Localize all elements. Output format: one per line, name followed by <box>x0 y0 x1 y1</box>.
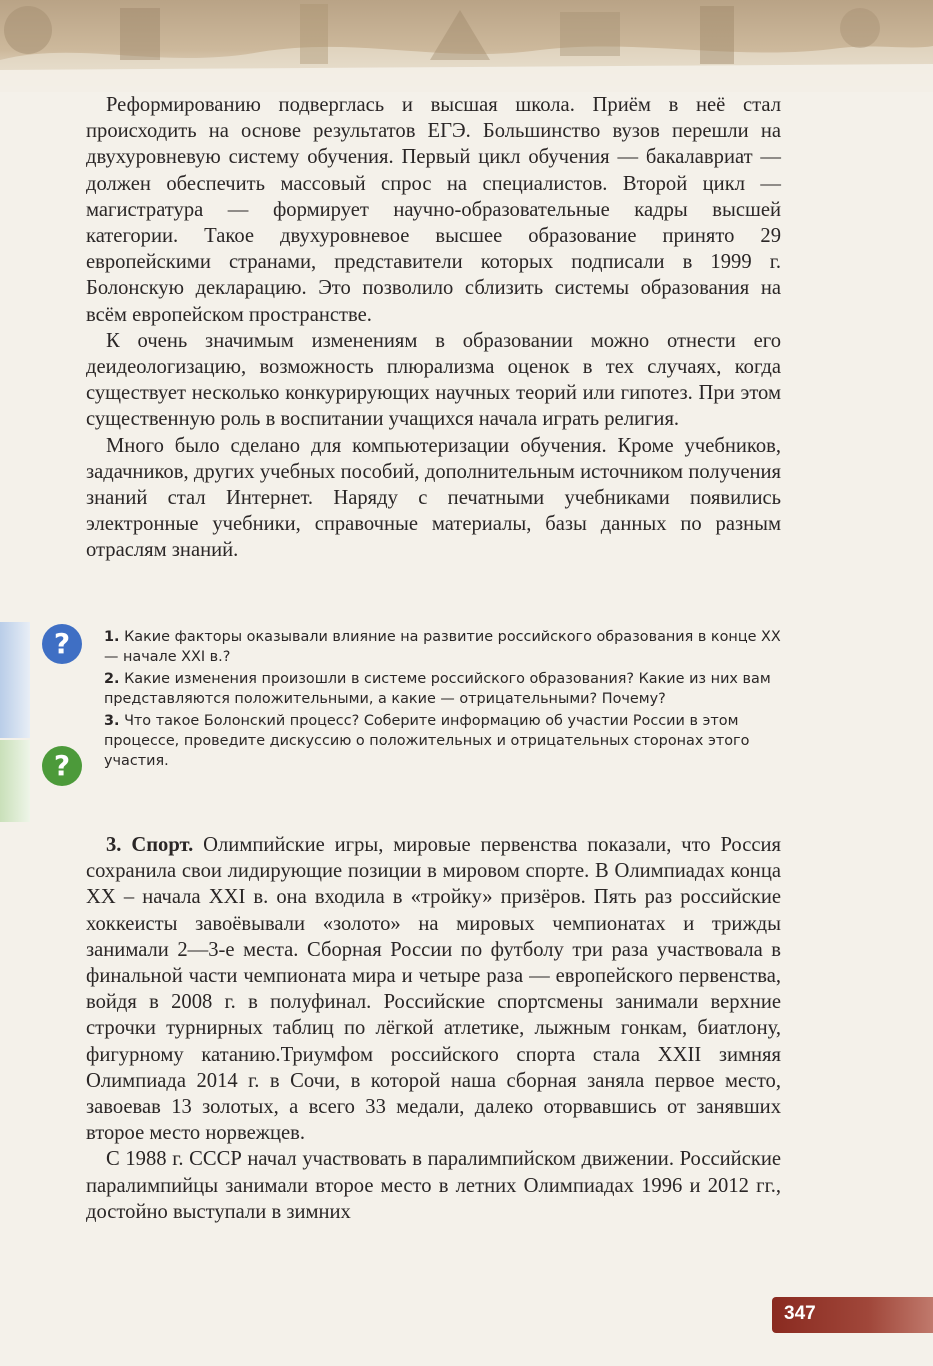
question-number: 1. <box>104 629 120 645</box>
blue-side-band <box>0 622 30 738</box>
question-item <box>104 669 784 710</box>
banner-illustration <box>0 0 933 92</box>
page-number: 347 <box>784 1303 816 1324</box>
decorative-header-banner <box>0 0 933 92</box>
question-item <box>104 627 784 668</box>
paragraph: С 1988 г. СССР начал участвовать в паралимпийском движении. Российские паралимпийцы занимали второе место в летних Олимпиадах 1996 и 2012 гг., достойно выступали в зимних <box>86 1148 781 1223</box>
paragraph <box>86 832 781 1146</box>
question-text: Какие изменения произошли в системе российского образования? Какие из них вам представляются положительными, а какие — отрицательными? Почему? <box>104 670 771 708</box>
question-number: 3. <box>104 712 120 729</box>
paragraph: Реформированию подверглась и высшая школа. Приём в неё стал происходить на основе результатов ЕГЭ. Большинство вузов перешли на двухуровневую систему обучения. Первый цикл обучения — бакалавриат — должен обеспечить массовый спрос на специалистов. Второй цикл — магистратура — формирует научно-образовательные кадры высшей категории. Такое двухуровневое высшее образование принято 29 европейскими странами, представители которых подписали в 1999 г. Болонскую декларацию. Это позволило сблизить системы образования на всём европейском пространстве. <box>86 94 781 326</box>
green-side-band <box>0 740 30 822</box>
main-text-sport <box>86 832 781 1225</box>
page-number-tab <box>772 1297 933 1333</box>
question-text: Что такое Болонский процесс? Соберите информацию об участии России в этом процессе, проведите дискуссию о положительных и отрицательных сторонах этого участия. <box>104 712 750 770</box>
paragraph: Много было сделано для компьютеризации обучения. Кроме учебников, задачников, других учебных пособий, дополнительным источником получения знаний стал Интернет. Наряду с печатными учебниками появились электронные учебники, справочные материалы, базы данных по разным отраслям знаний. <box>86 434 781 562</box>
main-text-top <box>86 92 781 564</box>
question-text: Какие факторы оказывали влияние на развитие российского образования в конце XX — начале XXI в.? <box>104 629 781 666</box>
question-number: 2. <box>104 670 120 687</box>
question-mark-icon: ? <box>42 746 82 786</box>
question-mark-icon: ? <box>42 624 82 664</box>
section-heading: 3. Спорт. <box>106 834 194 856</box>
question-item <box>104 711 784 772</box>
paragraph: К очень значимым изменениям в образовании можно отнести его деидеологизацию, возможность плюрализма оценок в тех случаях, когда существует несколько конкурирующих научных теорий или гипотез. При этом существенную роль в воспитании учащихся начала играть религия. <box>86 329 781 431</box>
paragraph-body: Олимпийские игры, мировые первенства показали, что Россия сохранила свои лидирующие позиции в мировом спорте. В Олимпиадах конца XX – начала XXI в. она входила в «тройку» призёров. Пять раз российские хоккеисты завоёвывали «золото» на мировых чемпионатах и трижды занимали 2—3-е места. Сборная России по футболу три раза участвовала в финальной части чемпионата мира и четыре раза — европейского первенства, войдя в 2008 г. в полуфинал. Российские спортсмены занимали верхние строчки турнирных таблиц по лёгкой атлетике, лыжным гонкам, биатлону, фигурному катанию.Триумфом российского спорта стала XXII зимняя Олимпиада 2014 г. в Сочи, в которой наша сборная заняла первое место, завоевав 13 золотых, а всего 33 медали, далеко оторвавшись от занявших второе место норвежцев. <box>86 834 782 1145</box>
review-questions <box>104 627 784 773</box>
